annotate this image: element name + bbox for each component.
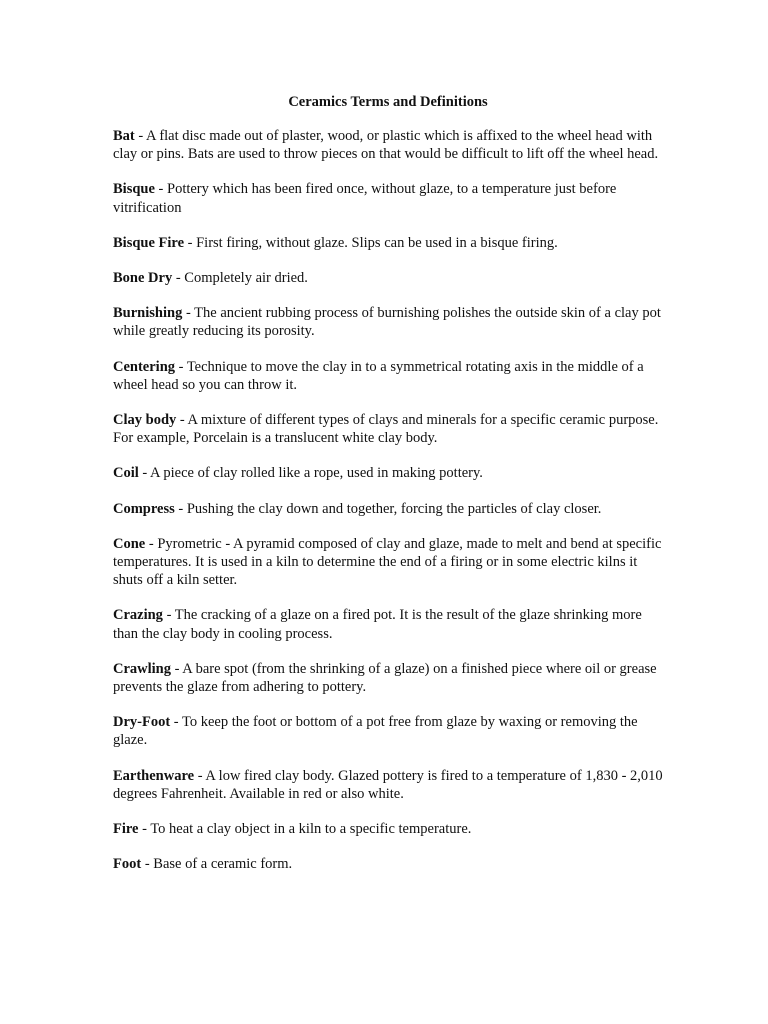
document-title: Ceramics Terms and Definitions bbox=[288, 94, 488, 110]
entry-definition: - A bare spot (from the shrinking of a glaze) on a finished piece where oil or grease prevents the glaze from adhering to pottery. bbox=[113, 660, 657, 696]
entry-definition: - The cracking of a glaze on a fired pot. It is the result of the glaze shrinking more than the clay body in cooling process. bbox=[113, 607, 642, 642]
entry-definition: - A flat disc made out of plaster, wood, or plastic which is affixed to the wheel head with clay or pins. Bats are used to throw pieces on that would be difficult to lift off the wheel head. bbox=[113, 128, 659, 163]
entry-term: Clay body bbox=[113, 412, 177, 429]
entry-definition: - Pyrometric - A pyramid composed of clay and glaze, made to melt and bend at specific temperatures. It is used in a kiln to determine the end of a firing or in some electric kilns it shuts off a kiln setter. bbox=[113, 535, 662, 589]
entry-definition: - Technique to move the clay in to a symmetrical rotating axis in the middle of a wheel head so you can throw it. bbox=[113, 358, 644, 393]
entry-definition: - A low fired clay body. Glazed pottery is fired to a temperature of 1,830 - 2,010 degrees Fahrenheit. Available in red or also white. bbox=[113, 767, 663, 802]
entry-foot bbox=[113, 855, 663, 873]
entry-bat bbox=[113, 127, 663, 163]
entry-term: Coil bbox=[113, 465, 139, 482]
entry-definition: - A piece of clay rolled like a rope, used in making pottery. bbox=[138, 465, 483, 482]
entry-definition: - To heat a clay object in a kiln to a specific temperature. bbox=[138, 821, 472, 838]
entry-term: Burnishing bbox=[113, 305, 183, 322]
entry-bisque bbox=[113, 180, 663, 216]
entry-bone-dry bbox=[113, 269, 663, 287]
entry-term: Bisque bbox=[113, 181, 155, 198]
entry-definition: - Completely air dried. bbox=[172, 270, 308, 287]
entry-term: Foot bbox=[113, 856, 142, 873]
entry-term: Dry-Foot bbox=[113, 714, 171, 731]
entry-definition: - To keep the foot or bottom of a pot free from glaze by waxing or removing the glaze. bbox=[113, 714, 638, 749]
entry-term: Crazing bbox=[113, 607, 163, 624]
entry-term: Bisque Fire bbox=[113, 234, 185, 251]
entry-term: Centering bbox=[113, 358, 176, 375]
entry-dry-foot bbox=[113, 713, 663, 749]
entry-compress bbox=[113, 500, 663, 518]
entry-definition: - A mixture of different types of clays and minerals for a specific ceramic purpose. For example, Porcelain is a translucent white clay body. bbox=[113, 412, 659, 447]
entry-term: Fire bbox=[113, 821, 139, 838]
entry-definition: - Base of a ceramic form. bbox=[141, 856, 293, 873]
entry-definition: - The ancient rubbing process of burnishing polishes the outside skin of a clay pot while greatly reducing its porosity. bbox=[113, 305, 661, 340]
entry-coil bbox=[113, 464, 663, 482]
entry-clay-body bbox=[113, 411, 663, 447]
entry-fire bbox=[113, 820, 663, 838]
entry-term: Bat bbox=[113, 128, 135, 144]
entry-term: Compress bbox=[113, 500, 175, 517]
entry-centering bbox=[113, 358, 663, 394]
entry-burnishing bbox=[113, 304, 663, 340]
entry-crawling bbox=[113, 660, 663, 696]
entry-crazing bbox=[113, 606, 663, 642]
entry-term: Bone Dry bbox=[113, 270, 173, 287]
entry-term: Crawling bbox=[113, 660, 171, 677]
entry-cone bbox=[113, 535, 663, 590]
entry-definition: - First firing, without glaze. Slips can be used in a bisque firing. bbox=[184, 234, 558, 251]
document-page bbox=[113, 93, 663, 890]
entry-term: Earthenware bbox=[113, 767, 195, 784]
entry-bisque-fire bbox=[113, 234, 663, 252]
entry-earthenware bbox=[113, 767, 663, 803]
entry-term: Cone bbox=[113, 535, 146, 552]
entry-definition: - Pottery which has been fired once, without glaze, to a temperature just before vitrification bbox=[113, 181, 617, 216]
entry-definition: - Pushing the clay down and together, forcing the particles of clay closer. bbox=[174, 500, 602, 517]
